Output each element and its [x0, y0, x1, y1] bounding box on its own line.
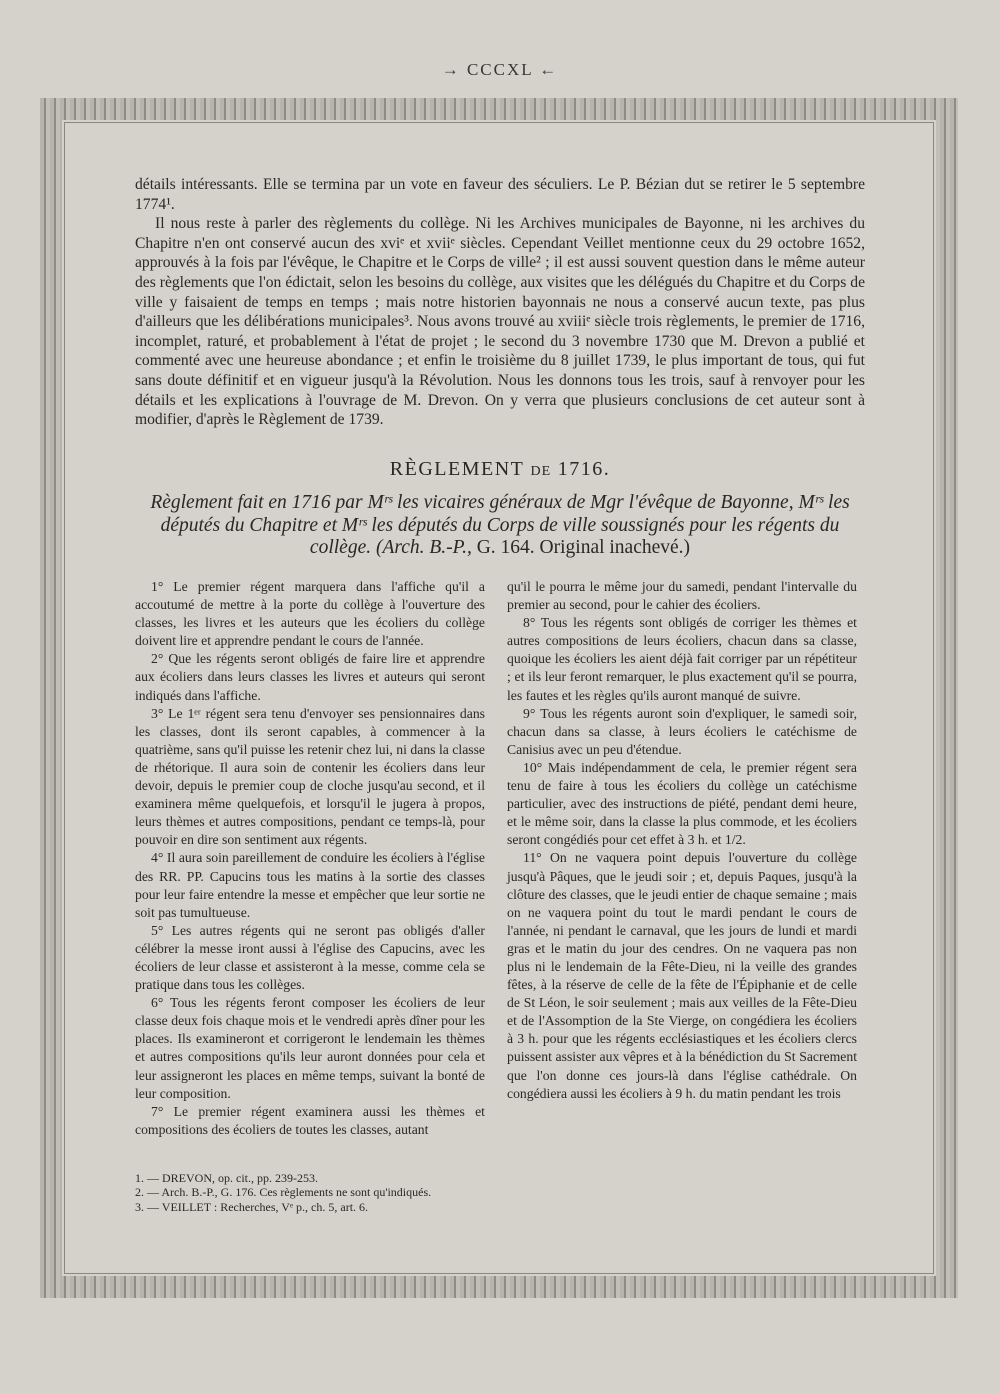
footnote: 2. — Arch. B.-P., G. 176. Ces règlements ne sont qu'indiqués. [135, 1185, 432, 1200]
article: 5° Les autres régents qui ne seront pas obligés d'aller célébrer la messe iront aussi à l'église des Capucins, avec les écoliers de leur classe et assisteront à la messe, comme cela se pratique dans tous les collèges. [135, 922, 485, 993]
section-subtitle-roman: G. 164. Original inachevé.) [471, 537, 691, 559]
article: 9° Tous les régents auront soin d'expliquer, le samedi soir, chacun dans sa classe, à leurs écoliers le catéchisme de Canisius avec un peu d'étendue. [507, 705, 857, 757]
article: 4° Il aura soin pareillement de conduire les écoliers à l'église des RR. PP. Capucins tous les matins à la sortie des classes pour leur faire entendre la messe et empêcher que leur sortie ne soit pas tumultueuse. [135, 850, 485, 920]
article: 3° Le 1ᵉʳ régent sera tenu d'envoyer ses pensionnaires dans les classes, dont ils seront capables, à commencer à la quatrième, sans qu'il puisse les retenir chez lui, ni dans la classe de rhétorique. Il aura soin de contenir les écoliers dans leur devoir, depuis le premier coup de cloche jusqu'au second, et il examinera même quelquefois, et lorsqu'il le jugera à propos, leurs thèmes et autres compositions, pendant ce temps-là, pour pouvoir en dire son sentiment aux régents. [135, 705, 485, 848]
article: 1° Le premier régent marquera dans l'affiche qu'il a accoutumé de mettre à la porte du collège à l'ouverture des classes, les livres et les auteurs que les écoliers du collège doivent lire et apprendre pendant le cours de l'année. [135, 579, 485, 649]
article: 11° On ne vaquera point depuis l'ouverture du collège jusqu'à Pâques, que le jeudi soir ; et, depuis Paques, jusqu'à la clôture des classes, que le jeudi entier de chaque semaine ; mais on ne vaquera point du tout le mardi pendant le cours de l'année, ni pendant le carnaval, que les jours de lundi et mardi gras et le matin du jour des cendres. On ne vaquera pas non plus ni le lendemain de la Fête-Dieu, ni la veille des grandes fêtes, à la réserve de celle de la fête de l'Épiphanie et de celle de St Léon, le soir seulement ; mais aux veilles de la Fête-Dieu et de l'Assomption de la Ste Vierge, on congédiera les écoliers à 3 h. pour que les régents ecclésiastiques et les écoliers clercs puissent assister aux vêpres et à la bénédiction du St Sacrement que l'on donne ces jours-là dans l'église cathédrale. On congédiera aussi les écoliers à 9 h. du matin pendant les trois [507, 850, 857, 1101]
section-title [135, 458, 865, 481]
footnotes [135, 1171, 515, 1214]
section-title-de: DE [530, 464, 552, 479]
right-column [507, 578, 857, 1103]
article: 10° Mais indépendamment de cela, le premier régent sera tenu de faire à tous les écoliers du collège un catéchisme particulier, avec des instructions de piété, pendant demi heure, et le même soir, dans la classe la plus commode, et les écoliers seront congédiés pour cet effet à 3 h. et 1/2. [507, 759, 857, 848]
intro-text [135, 175, 865, 430]
intro-paragraph-2: Il nous reste à parler des règlements du collège. Ni les Archives municipales de Bayonne, ni les archives du Chapitre n'en ont conservé aucun des xviᵉ et xviiᵉ siècles. Cependant Veillet mentionne ceux du 29 octobre 1652, approuvés à la fois par l'évêque, le Chapitre et le Corps de ville² ; il est aussi souvent question dans le même auteur des règlements que l'on édictait, selon les besoins du collège, aux visites que les délégués du Chapitre et du Corps de ville y faisaient de temps en temps ; mais notre historien bayonnais ne nous a conservé aucun texte, pas plus d'ailleurs que les délibérations municipales³. Nous avons trouvé au xviiiᵉ siècle trois règlements, le premier de 1716, incomplet, raturé, et probablement à l'état de projet ; le second du 3 novembre 1730 que M. Drevon a publié et commenté avec une heureuse abondance ; et enfin le troisième du 8 juillet 1739, le plus important de tous, qui fut sans doute définitif et en vigueur jusqu'à la Révolution. Nous les donnons tous les trois, sauf à renvoyer pour les détails et les explications à l'ouvrage de M. Drevon. On y verra que plusieurs conclusions de cet auteur sont à modifier, d'après le Règlement de 1739. [135, 215, 865, 429]
intro-paragraph-1: détails intéressants. Elle se termina par un vote en faveur des séculiers. Le P. Bézian dut se retirer le 5 septembre 1774¹. [135, 176, 865, 213]
section-title-main: RÈGLEMENT [389, 458, 525, 480]
footnote: 1. — DREVON, op. cit., pp. 239-253. [135, 1171, 318, 1185]
section-subtitle [135, 492, 865, 560]
article: 2° Que les régents seront obligés de faire lire et apprendre aux écoliers dans leurs classes les livres et auteurs qui seront indiqués dans l'affiche. [135, 651, 485, 703]
section-subtitle-italic: Règlement fait en 1716 par Mʳˢ les vicaires généraux de Mgr l'évêque de Bayonne, Mʳˢ les députés du Chapitre et Mʳˢ les députés du Corps de ville soussignés pour les régents du collège. (Arch. B.-P., [150, 492, 850, 559]
footnote: 3. — VEILLET : Recherches, Vᵉ p., ch. 5, art. 6. [135, 1199, 369, 1214]
article: 6° Tous les régents feront composer les écoliers de leur classe deux fois chaque mois et le vendredi après dîner pour les places. Ils examineront et corrigeront le lendemain les thèmes et autres compositions qu'ils leur auront données pour cela et leur assigneront les places en même temps, suivant la bonté de leur composition. [135, 995, 485, 1101]
left-column [135, 578, 485, 1139]
page-number: → CCCXL ← [441, 60, 559, 79]
article: 8° Tous les régents sont obligés de corriger les thèmes et autres compositions de leurs écoliers, chacun dans sa classe, quoique les écoliers les aient déjà fait corriger par un répétiteur ; et ils leur feront remarquer, le plus exactement qu'il se pourra, les fautes et les règles qu'ils auront manqué de suivre. [507, 615, 857, 703]
article: 7° Le premier régent examinera aussi les thèmes et compositions des écoliers de toutes les classes, autant [135, 1103, 485, 1137]
section-title-year: 1716. [557, 458, 611, 480]
article-continuation: qu'il le pourra le même jour du samedi, pendant l'intervalle du premier au second, pour le cahier des écoliers. [507, 579, 857, 613]
